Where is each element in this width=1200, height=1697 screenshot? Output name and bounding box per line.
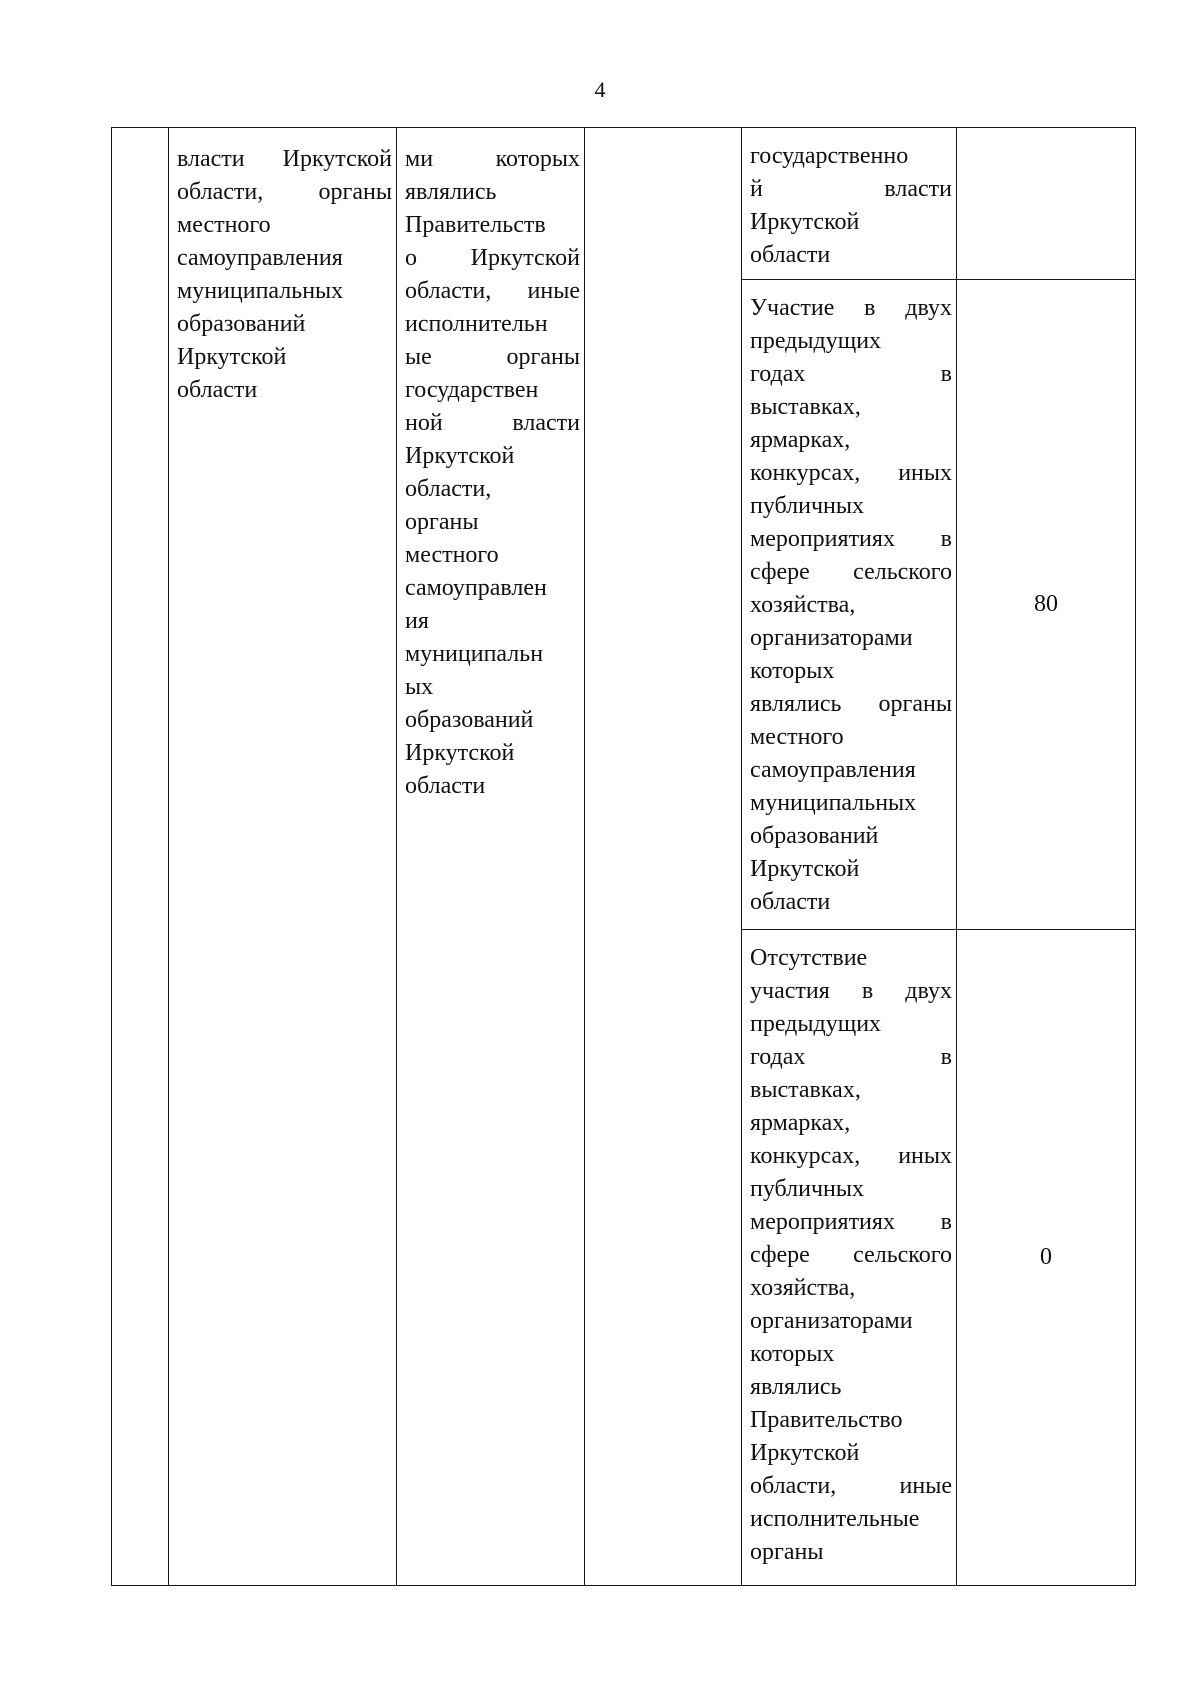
score-value: 80 (1034, 591, 1058, 617)
text-line: хозяйства, (750, 1275, 856, 1301)
criterion-text (750, 140, 952, 272)
text-line: публичных (750, 1176, 864, 1202)
text-line: органы (750, 1539, 824, 1565)
text-line: ых (405, 674, 434, 700)
text-line: й власти (750, 176, 952, 202)
text-line: местного (405, 542, 499, 568)
text-line: мероприятиях в (750, 1209, 952, 1235)
text-line: ые органы (405, 344, 580, 370)
text-line: Иркутской (750, 856, 860, 882)
text-line: муниципальных (177, 278, 344, 304)
text-line: организаторами (750, 1308, 913, 1334)
text-line: являлись (750, 1374, 842, 1400)
text-line: местного (177, 212, 271, 238)
applicant-text (177, 143, 392, 407)
table-cell-score (957, 930, 1136, 1586)
text-line: самоуправления (750, 757, 916, 783)
text-line: Иркутской (177, 344, 287, 370)
text-line: Иркутской (750, 1440, 860, 1466)
criteria-table (111, 127, 1136, 1586)
text-line: которых (750, 1341, 835, 1367)
table-cell-organizers (397, 128, 585, 1586)
text-line: ной власти (405, 410, 580, 436)
text-line: организаторами (750, 625, 913, 651)
text-line: области (177, 377, 258, 403)
text-line: о Иркутской (405, 245, 580, 271)
text-line: Отсутствие (750, 945, 868, 971)
table-cell-score (957, 128, 1136, 280)
page-number: 4 (594, 77, 606, 102)
score-value: 0 (1040, 1244, 1052, 1270)
text-line: Иркутской (405, 740, 515, 766)
text-line: Иркутской (750, 209, 860, 235)
organizers-text (405, 143, 580, 803)
text-line: муниципальных (750, 790, 917, 816)
text-line: хозяйства, (750, 592, 856, 618)
text-line: области, органы (177, 179, 392, 205)
text-line: конкурсах, иных (750, 1143, 952, 1169)
text-line: образований (177, 311, 306, 337)
text-line: образований (405, 707, 534, 733)
text-line: области (405, 773, 486, 799)
text-line: предыдущих (750, 1011, 882, 1037)
text-line: которых (750, 658, 835, 684)
text-line: исполнительн (405, 311, 548, 337)
text-line: Правительств (405, 212, 546, 238)
table-cell-score (957, 280, 1136, 930)
text-line: области (750, 889, 831, 915)
text-line: государствен (405, 377, 539, 403)
text-line: выставках, (750, 394, 861, 420)
criterion-text (750, 942, 952, 1569)
text-line: сфере сельского (750, 559, 952, 585)
table-cell-criterion (742, 128, 957, 280)
text-line: публичных (750, 493, 864, 519)
text-line: ия (405, 608, 429, 634)
text-line: Иркутской (405, 443, 515, 469)
text-line: выставках, (750, 1077, 861, 1103)
text-line: местного (750, 724, 844, 750)
table-cell-number (112, 128, 169, 1586)
text-line: образований (750, 823, 879, 849)
text-line: являлись органы (750, 691, 952, 717)
text-line: предыдущих (750, 328, 882, 354)
text-line: самоуправления (177, 245, 343, 271)
table-cell-empty (585, 128, 742, 1586)
table-cell-applicant (169, 128, 397, 1586)
text-line: Правительство (750, 1407, 903, 1433)
text-line: годах в (750, 1044, 952, 1070)
text-line: участия в двух (750, 978, 952, 1004)
text-line: годах в (750, 361, 952, 387)
text-line: сфере сельского (750, 1242, 952, 1268)
table-cell-criterion (742, 930, 957, 1586)
criterion-text (750, 292, 952, 919)
text-line: ярмарках, (750, 427, 851, 453)
text-line: ярмарках, (750, 1110, 851, 1136)
table-row (112, 128, 1136, 280)
text-line: являлись (405, 179, 497, 205)
text-line: мероприятиях в (750, 526, 952, 552)
text-line: области, иные (750, 1473, 952, 1499)
text-line: ми которых (405, 146, 580, 172)
text-line: исполнительные (750, 1506, 920, 1532)
text-line: области, иные (405, 278, 580, 304)
text-line: органы (405, 509, 479, 535)
text-line: Участие в двух (750, 295, 952, 321)
text-line: самоуправлен (405, 575, 547, 601)
text-line: области (750, 242, 831, 268)
text-line: муниципальн (405, 641, 544, 667)
table-cell-criterion (742, 280, 957, 930)
text-line: области, (405, 476, 492, 502)
text-line: государственно (750, 143, 909, 169)
text-line: власти Иркутской (177, 146, 392, 172)
text-line: конкурсах, иных (750, 460, 952, 486)
